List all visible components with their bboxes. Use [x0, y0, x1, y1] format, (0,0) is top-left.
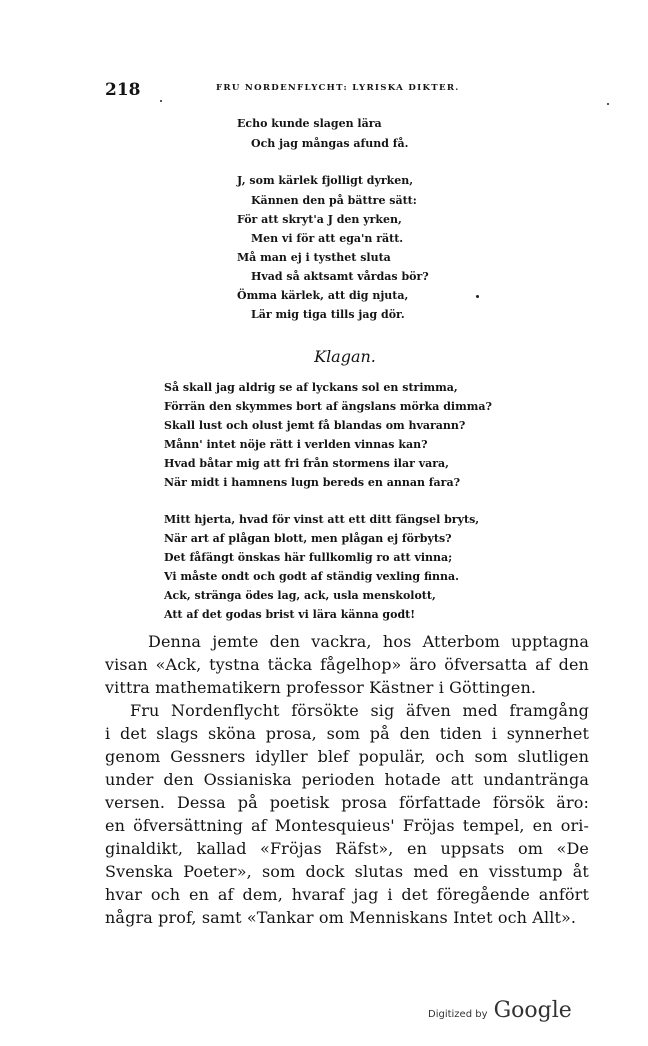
verse-line: Och jag mångas afund få. — [251, 137, 409, 150]
prose-line: i det slags sköna prosa, som på den tiden i synnerhet — [105, 724, 589, 743]
prose-line: genom Gessners idyller blef populär, och som slutligen — [105, 747, 589, 766]
verse-line: Echo kunde slagen lära — [237, 117, 382, 130]
scan-speck — [476, 295, 479, 298]
verse-line: När midt i hamnens lugn bereds en annan fara? — [164, 476, 461, 489]
scan-speck — [160, 100, 162, 102]
verse-line: Det fåfängt önskas här fullkomlig ro att vinna; — [164, 551, 453, 564]
prose-line: visan «Ack, tystna täcka fågelhop» äro öfversatta af den — [105, 655, 589, 674]
verse-line: Hvad båtar mig att fri från stormens ilar vara, — [164, 457, 450, 470]
digitized-watermark — [428, 998, 572, 1023]
verse-line: Ömma kärlek, att dig njuta, — [237, 289, 409, 302]
verse-line: Lär mig tiga tills jag dör. — [251, 308, 405, 321]
verse-line: Förrän den skymmes bort af ängslans mörka dimma? — [164, 400, 492, 413]
digitized-label: Digitized by — [428, 1009, 488, 1020]
verse-line: Hvad så aktsamt vårdas bör? — [251, 270, 429, 283]
verse-line: Men vi för att ega'n rätt. — [251, 232, 404, 245]
verse-line: Vi måste ondt och godt af ständig vexling finna. — [164, 570, 459, 583]
verse-line: Kännen den på bättre sätt: — [251, 194, 417, 207]
verse-line: J, som kärlek fjolligt dyrken, — [237, 174, 414, 187]
verse-line: Månn' intet nöje rätt i verlden vinnas kan? — [164, 438, 428, 451]
prose-line: Fru Nordenflycht försökte sig äfven med framgång — [130, 701, 589, 720]
verse-line: Att af det godas brist vi lära känna godt! — [164, 608, 416, 621]
verse-line: För att skryt'a J den yrken, — [237, 213, 402, 226]
verse-line: Mitt hjerta, hvad för vinst att ett ditt fängsel bryts, — [164, 513, 480, 526]
page-header — [0, 80, 648, 100]
page-number: 218 — [105, 80, 141, 100]
verse-line: Må man ej i tysthet sluta — [237, 251, 391, 264]
prose-line: vittra mathematikern professor Kästner i Göttingen. — [105, 678, 537, 697]
prose-line: ginaldikt, kallad «Fröjas Räfst», en uppsats om «De — [105, 839, 589, 858]
prose-line: en öfversättning af Montesquieus' Fröjas tempel, en ori- — [105, 816, 589, 835]
prose-line: under den Ossianiska perioden hotade att undantränga — [105, 770, 589, 789]
verse-line: Så skall jag aldrig se af lyckans sol en strimma, — [164, 381, 458, 394]
running-head: FRU NORDENFLYCHT: LYRISKA DIKTER. — [216, 83, 460, 93]
verse-line: Ack, stränga ödes lag, ack, usla menskolott, — [164, 589, 436, 602]
prose-line: versen. Dessa på poetisk prosa författade försök äro: — [105, 793, 589, 812]
poem-title: Klagan. — [314, 347, 376, 366]
verse-line: När art af plågan blott, men plågan ej förbyts? — [164, 532, 452, 545]
google-logo: Google — [493, 998, 572, 1023]
prose-line: Svenska Poeter», som dock slutas med en visstump åt — [105, 862, 589, 881]
prose-line: hvar och en af dem, hvaraf jag i det föregående anfört — [105, 885, 589, 904]
verse-line: Skall lust och olust jemt få blandas om hvarann? — [164, 419, 466, 432]
scan-speck — [607, 103, 609, 105]
prose-line: Denna jemte den vackra, hos Atterbom upptagna — [148, 632, 589, 651]
prose-line: några prof, samt «Tankar om Menniskans Intet och Allt». — [105, 908, 577, 927]
